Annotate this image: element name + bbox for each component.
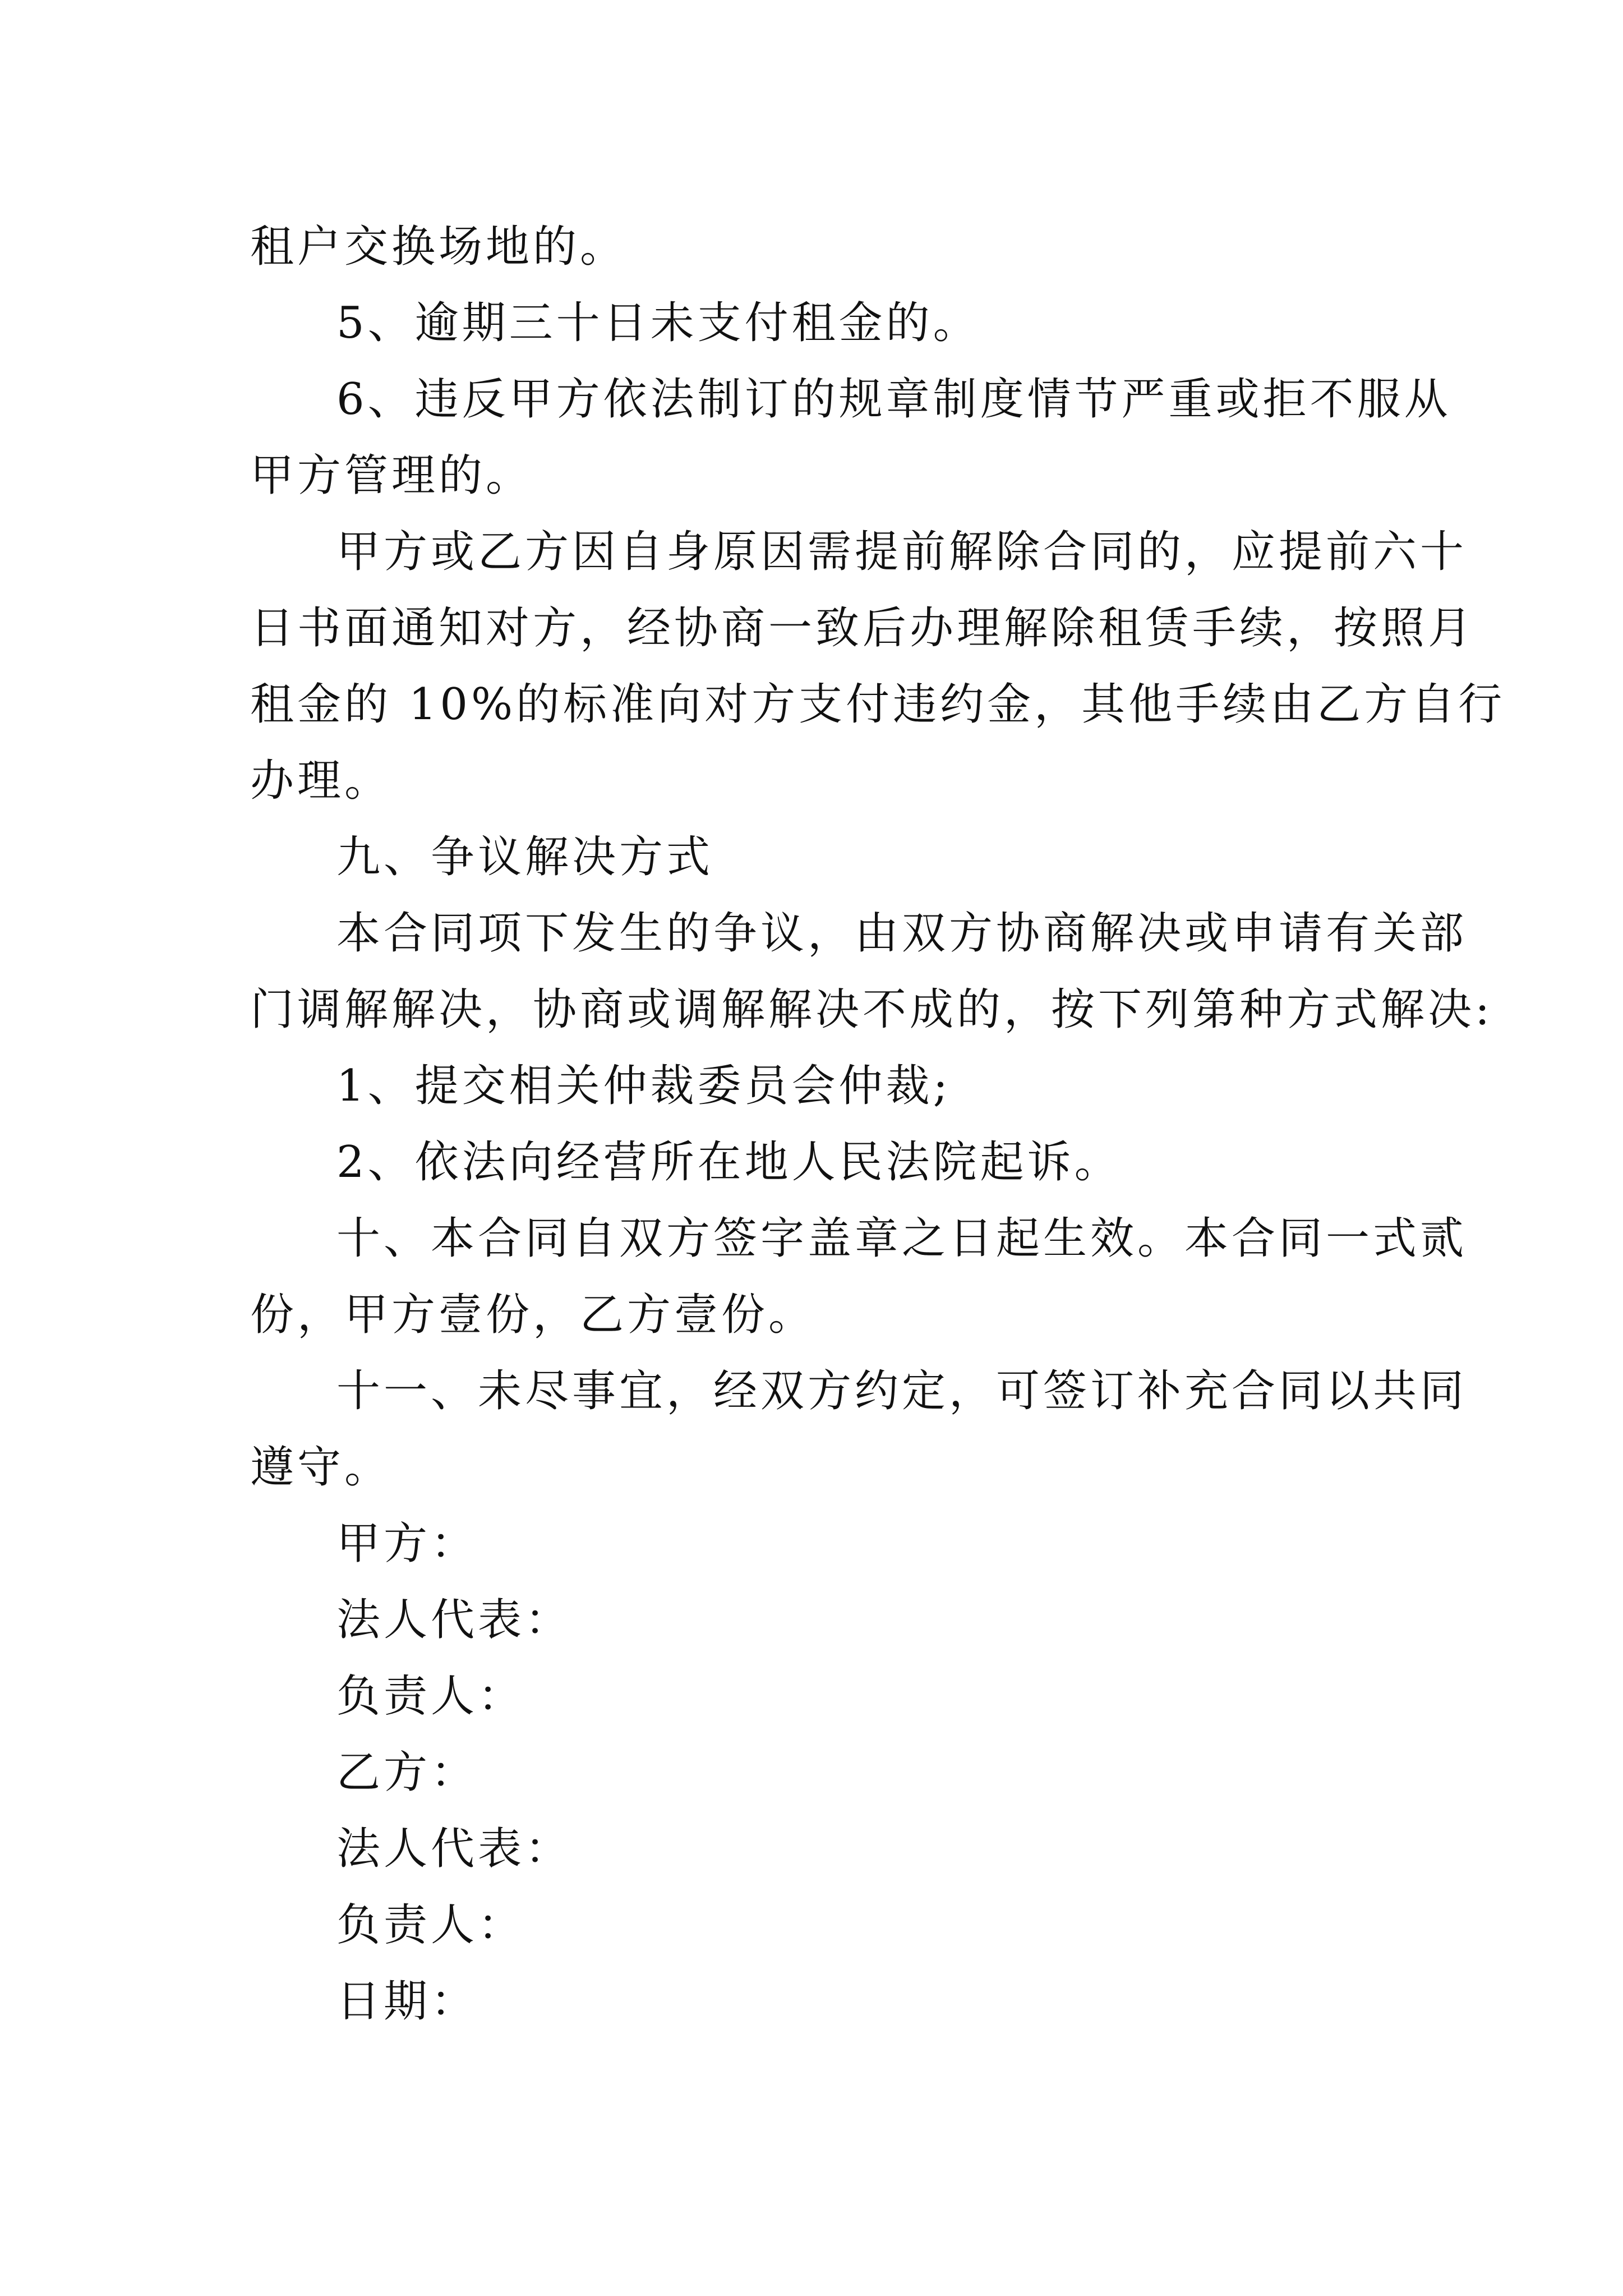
dispute-option-2: 2、依法向经营所在地人民法院起诉。 bbox=[336, 1137, 1122, 1188]
document-body bbox=[250, 209, 1506, 2040]
dispute-paragraph-line-2: 门调解解决，协商或调解解决不成的，按下列第种方式解决: bbox=[250, 984, 1493, 1035]
clause-5: 5、逾期三十日未支付租金的。 bbox=[336, 298, 980, 348]
section-eleven-line-1: 十一、未尽事宜，经双方约定，可签订补充合同以共同 bbox=[336, 1366, 1468, 1416]
signature-legal-rep-a: 法人代表： bbox=[336, 1595, 573, 1645]
signature-date: 日期： bbox=[336, 1976, 478, 2027]
dispute-paragraph-line-1: 本合同项下发生的争议，由双方协商解决或申请有关部 bbox=[336, 908, 1468, 959]
termination-paragraph-line-2: 日书面通知对方，经协商一致后办理解除租赁手续，按照月 bbox=[250, 603, 1476, 654]
signature-party-a: 甲方： bbox=[336, 1519, 478, 1569]
section-ten-line-1: 十、本合同自双方签字盖章之日起生效。本合同一式贰 bbox=[336, 1213, 1468, 1264]
signature-responsible-b: 负责人： bbox=[336, 1900, 525, 1950]
section-heading-dispute: 九、争议解决方式 bbox=[336, 832, 714, 882]
section-ten-line-2: 份，甲方壹份，乙方壹份。 bbox=[250, 1290, 816, 1340]
section-eleven-line-2: 遵守。 bbox=[250, 1442, 392, 1493]
termination-paragraph-line-1: 甲方或乙方因自身原因需提前解除合同的，应提前六十 bbox=[336, 527, 1468, 577]
signature-responsible-a: 负责人： bbox=[336, 1671, 525, 1722]
signature-legal-rep-b: 法人代表： bbox=[336, 1824, 573, 1874]
clause-6-continuation: 甲方管理的。 bbox=[250, 450, 533, 501]
clause-6: 6、违反甲方依法制订的规章制度情节严重或拒不服从 bbox=[336, 374, 1451, 425]
dispute-option-1: 1、提交相关仲裁委员会仲裁; bbox=[336, 1061, 951, 1111]
termination-paragraph-line-4: 办理。 bbox=[250, 756, 392, 806]
signature-party-b: 乙方： bbox=[336, 1747, 478, 1798]
text-line-continuation: 租户交换场地的。 bbox=[250, 222, 628, 272]
termination-paragraph-line-3: 租金的 10%的标准向对方支付违约金，其他手续由乙方自行 bbox=[250, 679, 1506, 730]
